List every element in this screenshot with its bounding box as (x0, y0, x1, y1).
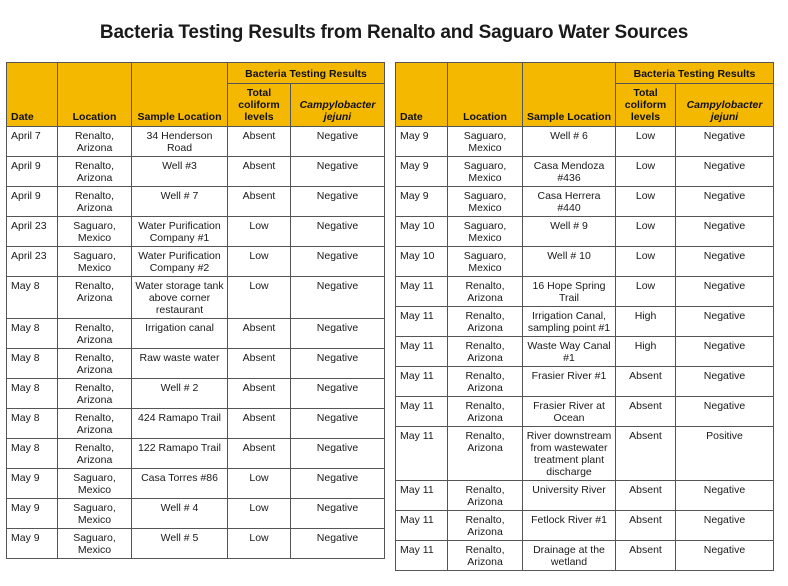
cell-coliform: Absent (616, 397, 676, 427)
cell-location: Saguaro, Mexico (448, 127, 523, 157)
cell-campylobacter: Negative (676, 277, 774, 307)
cell-campylobacter: Negative (291, 187, 385, 217)
cell-campylobacter: Negative (676, 367, 774, 397)
cell-date: May 11 (396, 511, 448, 541)
cell-coliform: Absent (228, 157, 291, 187)
cell-location: Saguaro, Mexico (448, 187, 523, 217)
results-table-left (6, 62, 385, 559)
cell-sample-location: Waste Way Canal #1 (523, 337, 616, 367)
cell-coliform: Absent (228, 379, 291, 409)
table-row (396, 157, 774, 187)
cell-sample-location: Irrigation Canal, sampling point #1 (523, 307, 616, 337)
cell-coliform: Low (616, 187, 676, 217)
cell-date: April 7 (7, 127, 58, 157)
table-row (7, 379, 385, 409)
table-row (7, 277, 385, 319)
table-row (7, 187, 385, 217)
cell-date: May 11 (396, 427, 448, 481)
cell-date: May 8 (7, 349, 58, 379)
cell-campylobacter: Negative (676, 247, 774, 277)
cell-campylobacter: Negative (291, 277, 385, 319)
cell-date: April 23 (7, 247, 58, 277)
table-row (396, 127, 774, 157)
cell-location: Renalto, Arizona (58, 409, 132, 439)
cell-sample-location: Frasier River at Ocean (523, 397, 616, 427)
table-row (396, 277, 774, 307)
cell-campylobacter: Negative (291, 319, 385, 349)
cell-coliform: Absent (616, 481, 676, 511)
table-row (396, 511, 774, 541)
cell-coliform: Low (616, 247, 676, 277)
table-row (7, 127, 385, 157)
cell-location: Renalto, Arizona (448, 367, 523, 397)
cell-sample-location: Irrigation canal (132, 319, 228, 349)
cell-date: May 8 (7, 319, 58, 349)
table-row (396, 337, 774, 367)
header-date: Date (7, 63, 58, 127)
cell-sample-location: Casa Herrera #440 (523, 187, 616, 217)
cell-location: Saguaro, Mexico (58, 499, 132, 529)
cell-coliform: Absent (616, 367, 676, 397)
cell-campylobacter: Negative (676, 337, 774, 367)
cell-location: Renalto, Arizona (58, 379, 132, 409)
cell-sample-location: 16 Hope Spring Trail (523, 277, 616, 307)
cell-date: May 11 (396, 397, 448, 427)
cell-date: May 9 (7, 529, 58, 559)
cell-sample-location: Casa Torres #86 (132, 469, 228, 499)
cell-date: May 8 (7, 379, 58, 409)
cell-coliform: Absent (228, 127, 291, 157)
cell-coliform: Low (616, 277, 676, 307)
cell-date: May 9 (396, 187, 448, 217)
cell-date: May 8 (7, 409, 58, 439)
cell-campylobacter: Negative (676, 127, 774, 157)
cell-date: May 11 (396, 541, 448, 571)
cell-sample-location: Water storage tank above corner restaurant (132, 277, 228, 319)
header-bacteria-group: Bacteria Testing Results (228, 63, 385, 84)
cell-sample-location: Well # 2 (132, 379, 228, 409)
cell-campylobacter: Negative (676, 511, 774, 541)
cell-sample-location: Well # 9 (523, 217, 616, 247)
cell-campylobacter: Negative (676, 481, 774, 511)
cell-sample-location: Frasier River #1 (523, 367, 616, 397)
table-row (396, 367, 774, 397)
cell-location: Saguaro, Mexico (58, 529, 132, 559)
header-location: Location (58, 63, 132, 127)
cell-location: Renalto, Arizona (58, 277, 132, 319)
cell-location: Saguaro, Mexico (58, 469, 132, 499)
cell-location: Saguaro, Mexico (448, 247, 523, 277)
cell-location: Renalto, Arizona (58, 187, 132, 217)
cell-location: Renalto, Arizona (448, 337, 523, 367)
cell-date: May 11 (396, 337, 448, 367)
cell-date: May 9 (396, 127, 448, 157)
cell-campylobacter: Negative (676, 157, 774, 187)
cell-coliform: Low (228, 529, 291, 559)
table-row (396, 541, 774, 571)
cell-campylobacter: Negative (291, 379, 385, 409)
header-coliform: Total coliform levels (616, 84, 676, 127)
table-row (7, 439, 385, 469)
cell-coliform: Absent (616, 541, 676, 571)
header-date: Date (396, 63, 448, 127)
cell-coliform: Low (228, 469, 291, 499)
cell-coliform: Low (616, 217, 676, 247)
cell-location: Renalto, Arizona (448, 427, 523, 481)
table-row (7, 157, 385, 187)
cell-campylobacter: Negative (291, 217, 385, 247)
cell-date: May 11 (396, 367, 448, 397)
cell-coliform: Low (616, 157, 676, 187)
header-bacteria-group: Bacteria Testing Results (616, 63, 774, 84)
header-sample-location: Sample Location (523, 63, 616, 127)
cell-campylobacter: Negative (291, 127, 385, 157)
cell-location: Renalto, Arizona (58, 439, 132, 469)
header-location: Location (448, 63, 523, 127)
cell-sample-location: Well #3 (132, 157, 228, 187)
cell-location: Renalto, Arizona (58, 157, 132, 187)
cell-date: May 11 (396, 277, 448, 307)
cell-coliform: High (616, 307, 676, 337)
cell-location: Renalto, Arizona (448, 277, 523, 307)
cell-sample-location: Well # 7 (132, 187, 228, 217)
cell-coliform: Low (228, 499, 291, 529)
cell-sample-location: Water Purification Company #1 (132, 217, 228, 247)
table-row (396, 307, 774, 337)
cell-coliform: Absent (616, 427, 676, 481)
cell-campylobacter: Negative (291, 349, 385, 379)
cell-sample-location: Fetlock River #1 (523, 511, 616, 541)
cell-coliform: Absent (228, 439, 291, 469)
cell-date: May 10 (396, 247, 448, 277)
table-row (396, 397, 774, 427)
cell-sample-location: Raw waste water (132, 349, 228, 379)
cell-sample-location: Well # 5 (132, 529, 228, 559)
cell-coliform: Absent (228, 409, 291, 439)
table-row (7, 499, 385, 529)
cell-location: Renalto, Arizona (448, 397, 523, 427)
cell-campylobacter: Negative (676, 187, 774, 217)
cell-date: May 9 (7, 469, 58, 499)
cell-date: April 9 (7, 157, 58, 187)
cell-campylobacter: Negative (291, 409, 385, 439)
header-campylobacter: Campylobacter jejuni (676, 84, 774, 127)
cell-coliform: Low (228, 217, 291, 247)
cell-date: May 8 (7, 277, 58, 319)
cell-sample-location: Casa Mendoza #436 (523, 157, 616, 187)
cell-sample-location: 34 Henderson Road (132, 127, 228, 157)
cell-sample-location: 424 Ramapo Trail (132, 409, 228, 439)
cell-date: May 11 (396, 481, 448, 511)
cell-campylobacter: Negative (291, 499, 385, 529)
table-row (7, 217, 385, 247)
cell-coliform: Absent (616, 511, 676, 541)
table-row (396, 247, 774, 277)
results-table-right (395, 62, 774, 571)
cell-location: Saguaro, Mexico (58, 247, 132, 277)
cell-coliform: Low (228, 277, 291, 319)
cell-location: Renalto, Arizona (58, 349, 132, 379)
cell-sample-location: River downstream from wastewater treatment plant discharge (523, 427, 616, 481)
cell-campylobacter: Negative (291, 157, 385, 187)
cell-campylobacter: Negative (676, 307, 774, 337)
cell-campylobacter: Negative (291, 529, 385, 559)
table-row (396, 217, 774, 247)
cell-date: May 9 (7, 499, 58, 529)
header-campylobacter: Campylobacter jejuni (291, 84, 385, 127)
cell-campylobacter: Positive (676, 427, 774, 481)
cell-coliform: Absent (228, 319, 291, 349)
table-row (7, 409, 385, 439)
table-row (7, 247, 385, 277)
cell-location: Renalto, Arizona (448, 481, 523, 511)
cell-campylobacter: Negative (676, 397, 774, 427)
cell-date: May 11 (396, 307, 448, 337)
header-sample-location: Sample Location (132, 63, 228, 127)
cell-location: Saguaro, Mexico (58, 217, 132, 247)
cell-location: Renalto, Arizona (58, 127, 132, 157)
table-row (7, 349, 385, 379)
cell-campylobacter: Negative (291, 247, 385, 277)
cell-date: April 23 (7, 217, 58, 247)
cell-campylobacter: Negative (676, 217, 774, 247)
table-row (396, 481, 774, 511)
cell-coliform: Absent (228, 349, 291, 379)
cell-sample-location: Well # 6 (523, 127, 616, 157)
cell-campylobacter: Negative (676, 541, 774, 571)
cell-location: Renalto, Arizona (448, 307, 523, 337)
cell-location: Saguaro, Mexico (448, 217, 523, 247)
table-row (7, 319, 385, 349)
cell-location: Saguaro, Mexico (448, 157, 523, 187)
table-row (396, 187, 774, 217)
cell-date: April 9 (7, 187, 58, 217)
cell-date: May 9 (396, 157, 448, 187)
cell-campylobacter: Negative (291, 469, 385, 499)
cell-coliform: Absent (228, 187, 291, 217)
cell-sample-location: Well # 10 (523, 247, 616, 277)
cell-date: May 8 (7, 439, 58, 469)
header-coliform: Total coliform levels (228, 84, 291, 127)
page-title: Bacteria Testing Results from Renalto and Saguaro Water Sources (99, 22, 689, 43)
cell-location: Renalto, Arizona (448, 541, 523, 571)
cell-coliform: Low (228, 247, 291, 277)
cell-sample-location: University River (523, 481, 616, 511)
cell-sample-location: Well # 4 (132, 499, 228, 529)
table-body-left (7, 127, 385, 559)
cell-coliform: Low (616, 127, 676, 157)
cell-sample-location: Water Purification Company #2 (132, 247, 228, 277)
cell-sample-location: Drainage at the wetland (523, 541, 616, 571)
cell-location: Renalto, Arizona (58, 319, 132, 349)
cell-date: May 10 (396, 217, 448, 247)
table-row (7, 469, 385, 499)
table-body-right (396, 127, 774, 571)
cell-location: Renalto, Arizona (448, 511, 523, 541)
cell-coliform: High (616, 337, 676, 367)
cell-campylobacter: Negative (291, 439, 385, 469)
cell-sample-location: 122 Ramapo Trail (132, 439, 228, 469)
table-row (396, 427, 774, 481)
table-row (7, 529, 385, 559)
